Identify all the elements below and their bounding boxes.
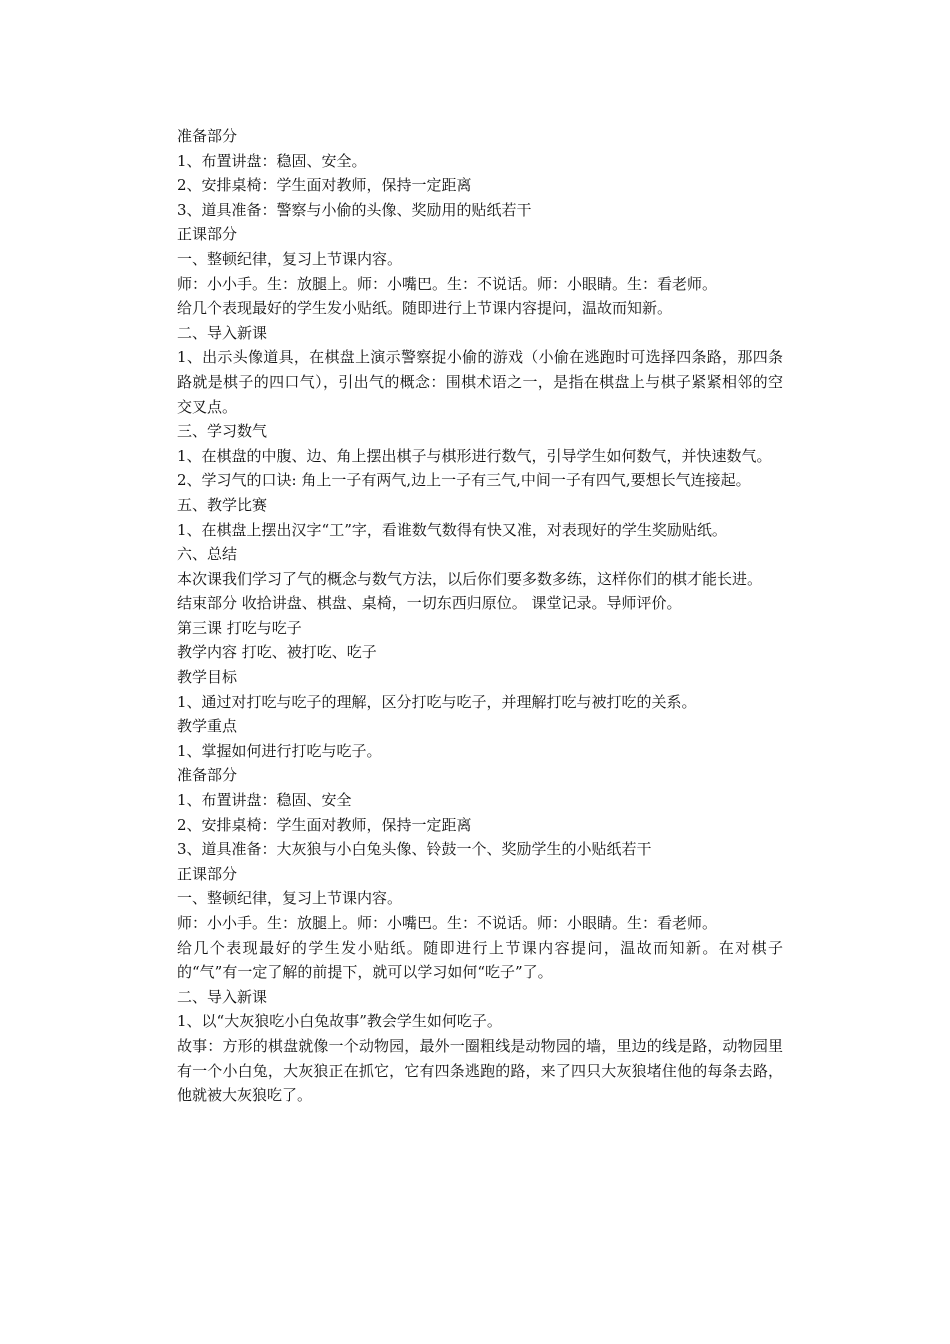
paragraph: 一、整顿纪律，复习上节课内容。: [177, 249, 403, 268]
paragraph: 正课部分: [177, 225, 238, 244]
paragraph: 一、整顿纪律，复习上节课内容。: [177, 889, 403, 908]
paragraph: 1、在棋盘上摆出汉字“工”字，看谁数气数得有快又准，对表现好的学生奖励贴纸。: [177, 520, 727, 539]
paragraph: 给几个表现最好的学生发小贴纸。随即进行上节课内容提问，温故而知新。在对棋子的“气”有一定了解的前提下，就可以学习如何“吃子”了。: [177, 938, 783, 982]
document-body: [177, 124, 783, 1108]
paragraph: 六、总结: [177, 545, 238, 564]
paragraph: 结束部分 收拾讲盘、棋盘、桌椅，一切东西归原位。 课堂记录。导师评价。: [177, 594, 682, 613]
paragraph: 第三课 打吃与吃子: [177, 618, 302, 637]
paragraph: 2、安排桌椅：学生面对教师，保持一定距离: [177, 815, 472, 834]
paragraph: 1、通过对打吃与吃子的理解，区分打吃与吃子，并理解打吃与被打吃的关系。: [177, 692, 697, 711]
paragraph: 2、学习气的口诀: 角上一子有两气,边上一子有三气,中间一子有四气,要想长气连接起。: [177, 471, 751, 490]
paragraph: 给几个表现最好的学生发小贴纸。随即进行上节课内容提问，温故而知新。: [177, 299, 673, 318]
paragraph: 三、学习数气: [177, 422, 268, 441]
paragraph: 本次课我们学习了气的概念与数气方法，以后你们要多数多练，这样你们的棋才能长进。: [177, 569, 763, 588]
paragraph: 1、以“大灰狼吃小白兔故事”教会学生如何吃子。: [177, 1012, 502, 1031]
paragraph: 1、布置讲盘：稳固、安全。: [177, 151, 367, 170]
paragraph: 1、布置讲盘：稳固、安全: [177, 791, 352, 810]
paragraph: 正课部分: [177, 864, 238, 883]
paragraph: 教学内容 打吃、被打吃、吃子: [177, 643, 377, 662]
paragraph: 1、掌握如何进行打吃与吃子。: [177, 741, 382, 760]
paragraph: 准备部分: [177, 766, 238, 785]
paragraph: 1、出示头像道具，在棋盘上演示警察捉小偷的游戏（小偷在逃跑时可选择四条路，那四条路就是棋子的四口气），引出气的概念：围棋术语之一，是指在棋盘上与棋子紧紧相邻的空交叉点。: [177, 348, 783, 416]
paragraph: 教学目标: [177, 668, 238, 687]
paragraph: 准备部分: [177, 127, 238, 145]
paragraph: 师：小小手。生：放腿上。师：小嘴巴。生：不说话。师：小眼睛。生：看老师。: [177, 914, 718, 932]
paragraph: 五、教学比赛: [177, 495, 268, 514]
paragraph: 1、在棋盘的中腹、边、角上摆出棋子与棋形进行数气，引导学生如何数气，并快速数气。: [177, 446, 772, 465]
paragraph: 3、道具准备：警察与小偷的头像、奖励用的贴纸若干: [177, 200, 532, 219]
paragraph: 二、导入新课: [177, 323, 268, 342]
paragraph: 故事：方形的棋盘就像一个动物园，最外一圈粗线是动物园的墙，里边的线是路，动物园里有一个小白兔，大灰狼正在抓它，它有四条逃跑的路，来了四只大灰狼堵住他的每条去路，他就被大灰狼吃了。: [177, 1036, 783, 1105]
paragraph: 教学重点: [177, 717, 238, 736]
paragraph: 师：小小手。生：放腿上。师：小嘴巴。生：不说话。师：小眼睛。生：看老师。: [177, 274, 718, 293]
paragraph: 二、导入新课: [177, 987, 268, 1006]
paragraph: 2、安排桌椅：学生面对教师，保持一定距离: [177, 176, 472, 195]
paragraph: 3、道具准备：大灰狼与小白兔头像、铃鼓一个、奖励学生的小贴纸若干: [177, 840, 652, 859]
